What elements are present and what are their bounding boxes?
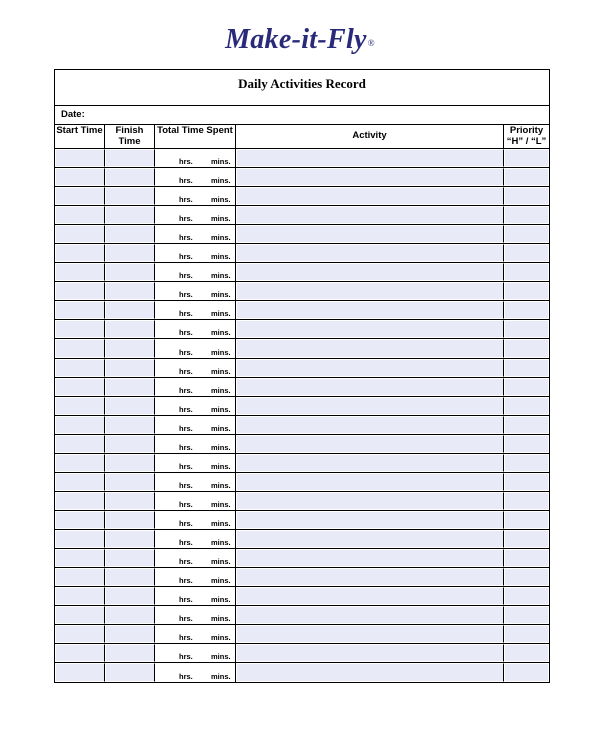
finish-time-field[interactable] — [105, 263, 155, 281]
priority-field[interactable] — [504, 244, 549, 262]
hours-label: hrs. — [179, 404, 193, 414]
activity-field[interactable] — [236, 587, 504, 605]
table-row — [55, 282, 549, 301]
activity-field[interactable] — [236, 606, 504, 624]
header-total-time: Total Time Spent — [155, 125, 236, 148]
hours-label: hrs. — [179, 214, 193, 224]
table-row — [55, 149, 549, 168]
hours-label: hrs. — [179, 157, 193, 167]
activity-field[interactable] — [236, 168, 504, 186]
activity-field[interactable] — [236, 663, 504, 682]
hours-label: hrs. — [179, 233, 193, 243]
finish-time-field[interactable] — [105, 473, 155, 491]
table-row — [55, 511, 549, 530]
total-time-field[interactable] — [155, 568, 236, 586]
total-time-field[interactable] — [155, 530, 236, 548]
total-time-field[interactable] — [155, 397, 236, 415]
activity-field[interactable] — [236, 359, 504, 377]
total-time-field[interactable] — [155, 320, 236, 338]
minutes-label: mins. — [211, 309, 231, 319]
hours-label: hrs. — [179, 423, 193, 433]
table-row — [55, 206, 549, 225]
minutes-label: mins. — [211, 499, 231, 509]
priority-field[interactable] — [504, 492, 549, 510]
table-row — [55, 320, 549, 339]
priority-field[interactable] — [504, 606, 549, 624]
start-time-field[interactable] — [55, 492, 105, 510]
table-row — [55, 378, 549, 397]
total-time-field[interactable] — [155, 587, 236, 605]
start-time-field[interactable] — [55, 435, 105, 453]
start-time-field[interactable] — [55, 244, 105, 262]
minutes-label: mins. — [211, 461, 231, 471]
activity-field[interactable] — [236, 282, 504, 300]
minutes-label: mins. — [211, 480, 231, 490]
minutes-label: mins. — [211, 328, 231, 338]
table-row — [55, 549, 549, 568]
total-time-field[interactable] — [155, 435, 236, 453]
hours-label: hrs. — [179, 176, 193, 186]
minutes-label: mins. — [211, 423, 231, 433]
hours-label: hrs. — [179, 328, 193, 338]
header-start-time: Start Time — [55, 125, 105, 148]
start-time-field[interactable] — [55, 149, 105, 167]
registered-mark: ® — [367, 38, 375, 48]
finish-time-field[interactable] — [105, 549, 155, 567]
total-time-field[interactable] — [155, 625, 236, 643]
table-row — [55, 625, 549, 644]
activity-field[interactable] — [236, 301, 504, 319]
priority-field[interactable] — [504, 168, 549, 186]
activity-field[interactable] — [236, 149, 504, 167]
minutes-label: mins. — [211, 290, 231, 300]
brand-logo — [0, 24, 600, 56]
finish-time-field[interactable] — [105, 397, 155, 415]
minutes-label: mins. — [211, 595, 231, 605]
start-time-field[interactable] — [55, 187, 105, 205]
activity-field[interactable] — [236, 339, 504, 357]
priority-field[interactable] — [504, 454, 549, 472]
table-row — [55, 530, 549, 549]
activity-field[interactable] — [236, 492, 504, 510]
finish-time-field[interactable] — [105, 244, 155, 262]
minutes-label: mins. — [211, 442, 231, 452]
start-time-field[interactable] — [55, 663, 105, 682]
total-time-field[interactable] — [155, 206, 236, 224]
start-time-field[interactable] — [55, 320, 105, 338]
minutes-label: mins. — [211, 672, 231, 682]
priority-field[interactable] — [504, 625, 549, 643]
priority-field[interactable] — [504, 187, 549, 205]
header-priority: Priority “H” / “L” — [506, 125, 547, 147]
start-time-field[interactable] — [55, 416, 105, 434]
finish-time-field[interactable] — [105, 435, 155, 453]
finish-time-field[interactable] — [105, 625, 155, 643]
minutes-label: mins. — [211, 176, 231, 186]
hours-label: hrs. — [179, 518, 193, 528]
total-time-field[interactable] — [155, 492, 236, 510]
minutes-label: mins. — [211, 271, 231, 281]
finish-time-field[interactable] — [105, 568, 155, 586]
total-time-field[interactable] — [155, 301, 236, 319]
hours-label: hrs. — [179, 366, 193, 376]
minutes-label: mins. — [211, 557, 231, 567]
minutes-label: mins. — [211, 347, 231, 357]
finish-time-field[interactable] — [105, 282, 155, 300]
hours-label: hrs. — [179, 480, 193, 490]
activity-field[interactable] — [236, 511, 504, 529]
activity-field[interactable] — [236, 263, 504, 281]
priority-field[interactable] — [504, 549, 549, 567]
hours-label: hrs. — [179, 595, 193, 605]
total-time-field[interactable] — [155, 549, 236, 567]
priority-field[interactable] — [504, 416, 549, 434]
activity-field[interactable] — [236, 568, 504, 586]
start-time-field[interactable] — [55, 301, 105, 319]
start-time-field[interactable] — [55, 282, 105, 300]
total-time-field[interactable] — [155, 416, 236, 434]
priority-field[interactable] — [504, 511, 549, 529]
activity-field[interactable] — [236, 435, 504, 453]
start-time-field[interactable] — [55, 549, 105, 567]
hours-label: hrs. — [179, 499, 193, 509]
priority-field[interactable] — [504, 663, 549, 682]
total-time-field[interactable] — [155, 187, 236, 205]
total-time-field[interactable] — [155, 473, 236, 491]
activity-field[interactable] — [236, 549, 504, 567]
minutes-label: mins. — [211, 614, 231, 624]
hours-label: hrs. — [179, 385, 193, 395]
priority-field[interactable] — [504, 282, 549, 300]
total-time-field[interactable] — [155, 454, 236, 472]
table-row — [55, 587, 549, 606]
minutes-label: mins. — [211, 157, 231, 167]
priority-field[interactable] — [504, 397, 549, 415]
priority-field[interactable] — [504, 359, 549, 377]
start-time-field[interactable] — [55, 206, 105, 224]
hours-label: hrs. — [179, 557, 193, 567]
hours-label: hrs. — [179, 576, 193, 586]
finish-time-field[interactable] — [105, 511, 155, 529]
table-row — [55, 606, 549, 625]
finish-time-field[interactable] — [105, 187, 155, 205]
priority-field[interactable] — [504, 530, 549, 548]
date-label: Date: — [61, 109, 85, 120]
table-row — [55, 492, 549, 511]
start-time-field[interactable] — [55, 587, 105, 605]
table-row — [55, 168, 549, 187]
table-row — [55, 225, 549, 244]
hours-label: hrs. — [179, 271, 193, 281]
minutes-label: mins. — [211, 195, 231, 205]
activity-field[interactable] — [236, 206, 504, 224]
priority-field[interactable] — [504, 339, 549, 357]
priority-field[interactable] — [504, 644, 549, 662]
start-time-field[interactable] — [55, 378, 105, 396]
finish-time-field[interactable] — [105, 644, 155, 662]
hours-label: hrs. — [179, 537, 193, 547]
minutes-label: mins. — [211, 214, 231, 224]
minutes-label: mins. — [211, 576, 231, 586]
finish-time-field[interactable] — [105, 206, 155, 224]
brand-name: Make-it-Fly — [225, 24, 367, 55]
priority-field[interactable] — [504, 263, 549, 281]
table-row — [55, 644, 549, 663]
start-time-field[interactable] — [55, 606, 105, 624]
total-time-field[interactable] — [155, 263, 236, 281]
table-row — [55, 301, 549, 320]
start-time-field[interactable] — [55, 511, 105, 529]
activity-field[interactable] — [236, 473, 504, 491]
finish-time-field[interactable] — [105, 301, 155, 319]
hours-label: hrs. — [179, 614, 193, 624]
hours-label: hrs. — [179, 672, 193, 682]
priority-field[interactable] — [504, 301, 549, 319]
hours-label: hrs. — [179, 461, 193, 471]
table-row — [55, 244, 549, 263]
finish-time-field[interactable] — [105, 416, 155, 434]
start-time-field[interactable] — [55, 568, 105, 586]
finish-time-field[interactable] — [105, 454, 155, 472]
minutes-label: mins. — [211, 385, 231, 395]
finish-time-field[interactable] — [105, 168, 155, 186]
finish-time-field[interactable] — [105, 149, 155, 167]
table-row — [55, 263, 549, 282]
activity-field[interactable] — [236, 397, 504, 415]
priority-field[interactable] — [504, 206, 549, 224]
total-time-field[interactable] — [155, 359, 236, 377]
start-time-field[interactable] — [55, 397, 105, 415]
priority-field[interactable] — [504, 568, 549, 586]
minutes-label: mins. — [211, 537, 231, 547]
priority-field[interactable] — [504, 435, 549, 453]
finish-time-field[interactable] — [105, 359, 155, 377]
minutes-label: mins. — [211, 404, 231, 414]
hours-label: hrs. — [179, 442, 193, 452]
total-time-field[interactable] — [155, 225, 236, 243]
total-time-field[interactable] — [155, 378, 236, 396]
finish-time-field[interactable] — [105, 606, 155, 624]
start-time-field[interactable] — [55, 644, 105, 662]
minutes-label: mins. — [211, 252, 231, 262]
total-time-field[interactable] — [155, 168, 236, 186]
hours-label: hrs. — [179, 309, 193, 319]
total-time-field[interactable] — [155, 149, 236, 167]
activity-field[interactable] — [236, 530, 504, 548]
start-time-field[interactable] — [55, 473, 105, 491]
table-row — [55, 435, 549, 454]
minutes-label: mins. — [211, 233, 231, 243]
activity-field[interactable] — [236, 187, 504, 205]
hours-label: hrs. — [179, 195, 193, 205]
table-row — [55, 454, 549, 473]
table-row — [55, 187, 549, 206]
total-time-field[interactable] — [155, 663, 236, 682]
priority-field[interactable] — [504, 320, 549, 338]
minutes-label: mins. — [211, 518, 231, 528]
total-time-field[interactable] — [155, 606, 236, 624]
priority-field[interactable] — [504, 225, 549, 243]
priority-field[interactable] — [504, 149, 549, 167]
start-time-field[interactable] — [55, 263, 105, 281]
total-time-field[interactable] — [155, 339, 236, 357]
table-row — [55, 397, 549, 416]
finish-time-field[interactable] — [105, 339, 155, 357]
minutes-label: mins. — [211, 633, 231, 643]
activity-field[interactable] — [236, 378, 504, 396]
activity-field[interactable] — [236, 625, 504, 643]
finish-time-field[interactable] — [105, 492, 155, 510]
table-row — [55, 359, 549, 378]
finish-time-field[interactable] — [105, 530, 155, 548]
table-row — [55, 568, 549, 587]
finish-time-field[interactable] — [105, 320, 155, 338]
priority-field[interactable] — [504, 587, 549, 605]
activity-field[interactable] — [236, 244, 504, 262]
minutes-label: mins. — [211, 366, 231, 376]
header-finish-time: Finish Time — [105, 125, 155, 148]
hours-label: hrs. — [179, 347, 193, 357]
form-title: Daily Activities Record — [55, 70, 549, 106]
hours-label: hrs. — [179, 290, 193, 300]
activity-field[interactable] — [236, 454, 504, 472]
total-time-field[interactable] — [155, 511, 236, 529]
start-time-field[interactable] — [55, 359, 105, 377]
start-time-field[interactable] — [55, 625, 105, 643]
start-time-field[interactable] — [55, 454, 105, 472]
activities-form — [54, 69, 550, 683]
start-time-field[interactable] — [55, 339, 105, 357]
activity-field[interactable] — [236, 416, 504, 434]
hours-label: hrs. — [179, 252, 193, 262]
start-time-field[interactable] — [55, 530, 105, 548]
start-time-field[interactable] — [55, 168, 105, 186]
table-body — [55, 149, 549, 682]
finish-time-field[interactable] — [105, 225, 155, 243]
hours-label: hrs. — [179, 633, 193, 643]
total-time-field[interactable] — [155, 644, 236, 662]
date-field[interactable] — [55, 106, 549, 125]
table-row — [55, 473, 549, 492]
finish-time-field[interactable] — [105, 663, 155, 682]
total-time-field[interactable] — [155, 244, 236, 262]
activity-field[interactable] — [236, 320, 504, 338]
header-activity: Activity — [236, 125, 504, 148]
priority-field[interactable] — [504, 378, 549, 396]
activity-field[interactable] — [236, 225, 504, 243]
table-row — [55, 416, 549, 435]
minutes-label: mins. — [211, 652, 231, 662]
finish-time-field[interactable] — [105, 587, 155, 605]
start-time-field[interactable] — [55, 225, 105, 243]
priority-field[interactable] — [504, 473, 549, 491]
table-row — [55, 663, 549, 682]
activity-field[interactable] — [236, 644, 504, 662]
hours-label: hrs. — [179, 652, 193, 662]
total-time-field[interactable] — [155, 282, 236, 300]
finish-time-field[interactable] — [105, 378, 155, 396]
table-header — [55, 125, 549, 149]
table-row — [55, 339, 549, 358]
